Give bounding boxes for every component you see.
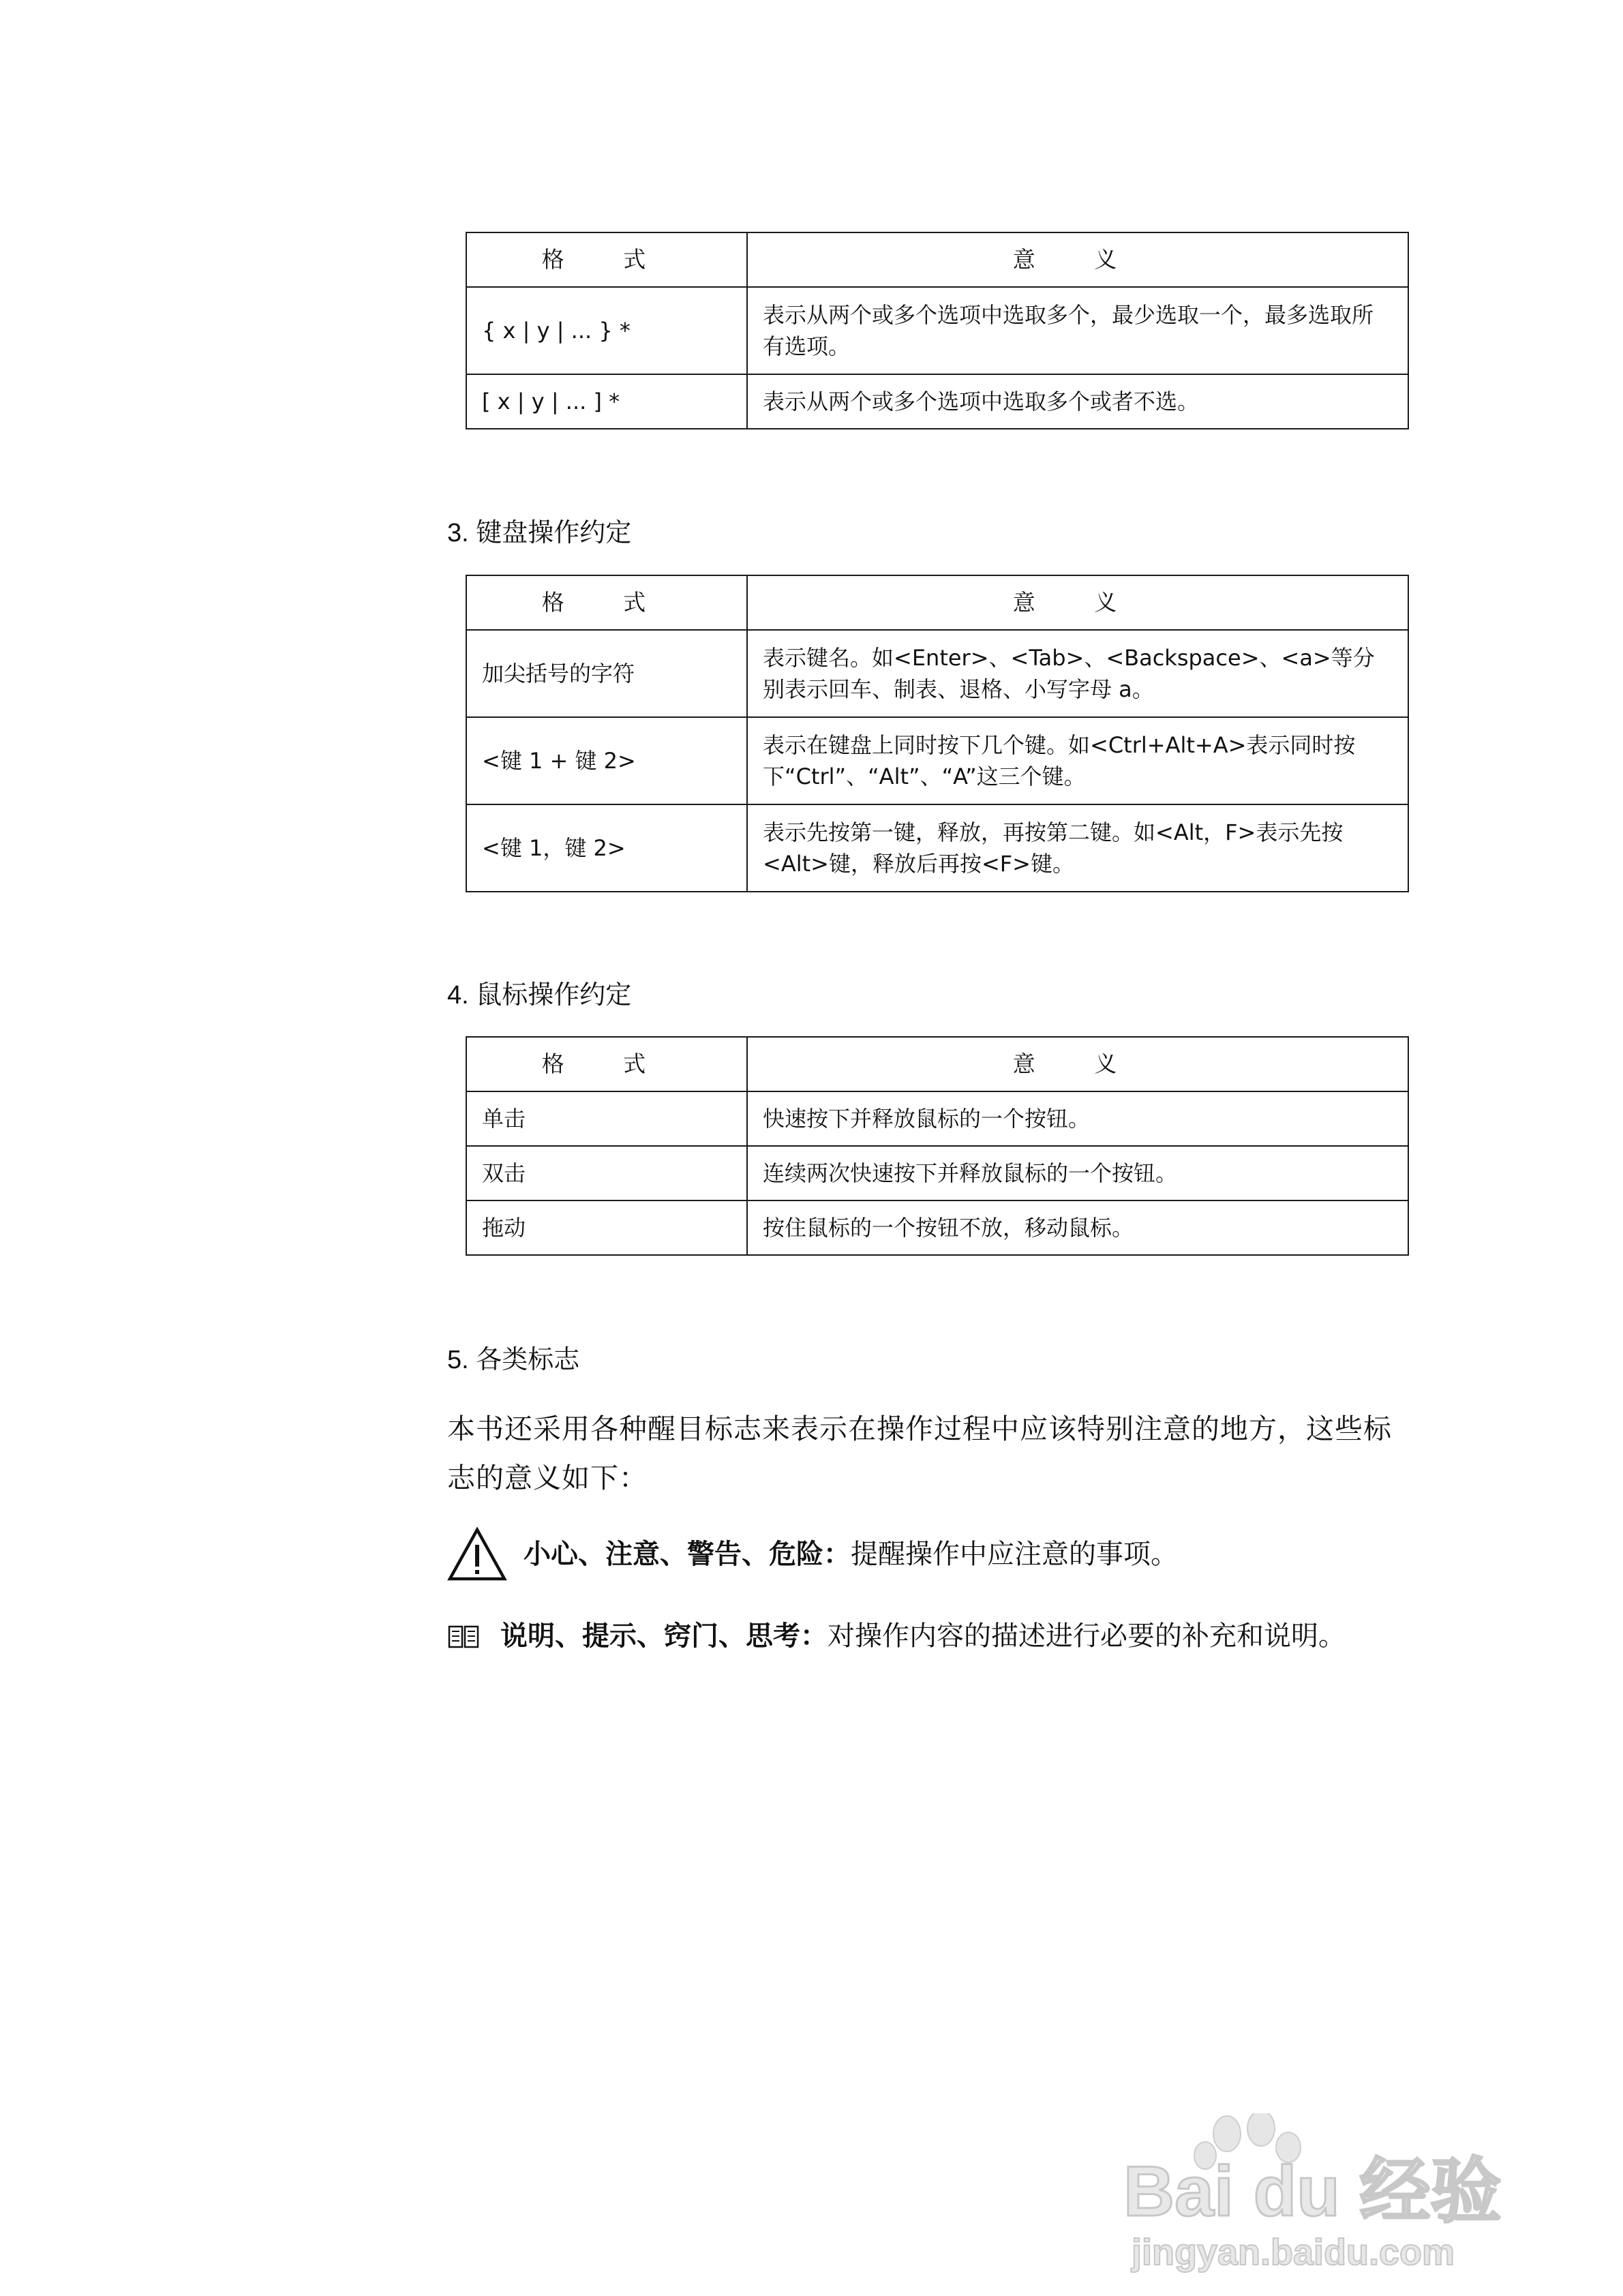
header-format: 格 式: [466, 232, 747, 287]
table-row: [466, 287, 1408, 374]
keyboard-conventions-table: [466, 575, 1409, 892]
signs-intro-paragraph: 本书还采用各种醒目标志来表示在操作过程中应该特别注意的地方，这些标志的意义如下：: [447, 1413, 1392, 1494]
table-row: [466, 1200, 1408, 1255]
cell-meaning: 表示键名。如<Enter>、<Tab>、<Backspace>、<a>等分别表示回车、制表、退格、小写字母 a。: [747, 630, 1408, 717]
header-format: 格 式: [466, 575, 747, 630]
cell-meaning: 按住鼠标的一个按钮不放，移动鼠标。: [747, 1200, 1408, 1255]
table-header-row: [466, 232, 1408, 287]
section-heading-mouse: 4. 鼠标操作约定: [447, 981, 632, 1010]
cell-meaning: 表示从两个或多个选项中选取多个，最少选取一个，最多选取所有选项。: [747, 287, 1408, 374]
options-syntax-table: [466, 232, 1409, 429]
cell-format: <键 1，键 2>: [466, 804, 747, 892]
header-meaning: 意 义: [747, 575, 1408, 630]
cell-meaning: 表示先按第一键，释放，再按第二键。如<Alt，F>表示先按<Alt>键，释放后再按<F>键。: [747, 804, 1408, 892]
table-row: [466, 630, 1408, 717]
cell-format: 单击: [466, 1091, 747, 1146]
header-format: 格 式: [466, 1037, 747, 1091]
cell-meaning: 表示从两个或多个选项中选取多个或者不选。: [747, 374, 1408, 429]
cell-format: [ x | y | ... ] *: [466, 374, 747, 429]
table-row: [466, 1146, 1408, 1200]
warning-label: 小心、注意、警告、危险：: [524, 1539, 851, 1570]
table-row: [466, 804, 1408, 892]
table-row: [466, 374, 1408, 429]
warning-note: [447, 1527, 1178, 1582]
cell-format: 拖动: [466, 1200, 747, 1255]
table-row: [466, 1091, 1408, 1146]
cell-format: { x | y | ... } *: [466, 287, 747, 374]
table-row: [466, 717, 1408, 804]
cell-format: 加尖括号的字符: [466, 630, 747, 717]
watermark-url: jingyan.baidu.com: [1132, 2232, 1455, 2273]
cell-format: 双击: [466, 1146, 747, 1200]
section-heading-signs: 5. 各类标志: [447, 1346, 580, 1374]
info-text: 对操作内容的描述进行必要的补充和说明。: [828, 1620, 1346, 1652]
mouse-conventions-table: [466, 1036, 1409, 1256]
header-meaning: 意 义: [747, 1037, 1408, 1091]
header-meaning: 意 义: [747, 232, 1408, 287]
section-heading-keyboard: 3. 键盘操作约定: [447, 519, 632, 547]
watermark-brand: Bai du 经验: [1123, 2152, 1502, 2231]
cell-meaning: 表示在键盘上同时按下几个键。如<Ctrl+Alt+A>表示同时按下“Ctrl”、“Alt”、“A”这三个键。: [747, 717, 1408, 804]
info-note: [447, 1617, 1346, 1655]
table-header-row: [466, 1037, 1408, 1091]
baidu-jingyan-watermark: [1118, 2113, 1568, 2277]
cell-meaning: 快速按下并释放鼠标的一个按钮。: [747, 1091, 1408, 1146]
warning-text: 提醒操作中应注意的事项。: [851, 1539, 1178, 1570]
cell-meaning: 连续两次快速按下并释放鼠标的一个按钮。: [747, 1146, 1408, 1200]
cell-format: <键 1 + 键 2>: [466, 717, 747, 804]
open-book-icon: [447, 1622, 480, 1650]
table-header-row: [466, 575, 1408, 630]
info-label: 说明、提示、窍门、思考：: [500, 1620, 828, 1652]
warning-triangle-icon: [447, 1527, 507, 1582]
